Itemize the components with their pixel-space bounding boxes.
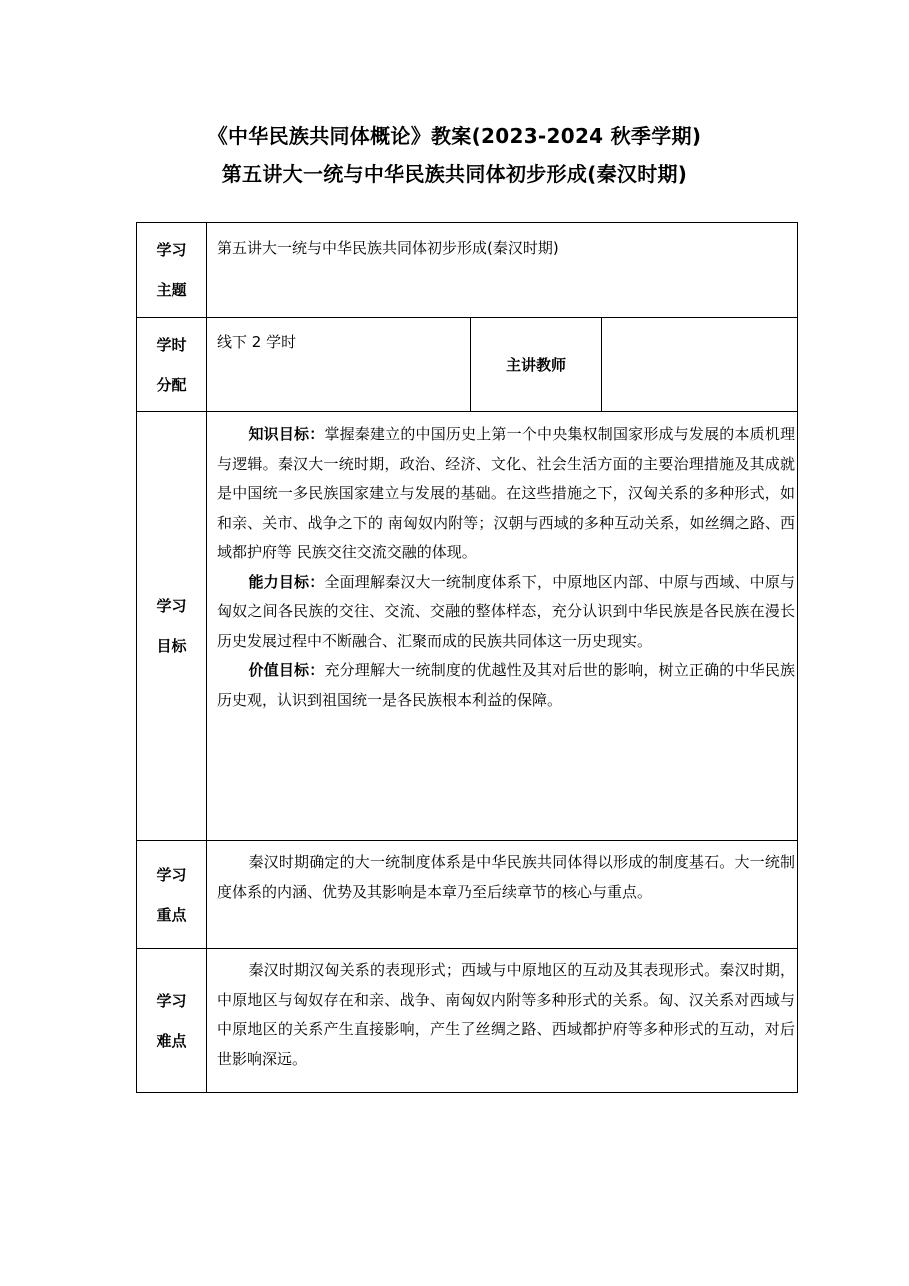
- label-focus: 学习 重点: [137, 841, 207, 949]
- difficulty-text: 秦汉时期汉匈关系的表现形式；西域与中原地区的互动及其表现形式。秦汉时期，中原地区与匈奴存在和亲、战争、南匈奴内附等多种形式的关系。匈、汉关系对西域与中原地区的关系产生直接影响，产生了丝绸之路、西域都护府等多种形式的互动，对后世影响深远。: [217, 961, 796, 1068]
- value-goal: [207, 656, 797, 715]
- label-goals: 学习 目标: [137, 412, 207, 841]
- document-subtitle: 第五讲大一统与中华民族共同体初步形成(秦汉时期): [221, 162, 688, 186]
- row-goals: [137, 412, 798, 841]
- knowledge-goal-title: 知识目标：: [248, 425, 325, 443]
- document-title: 《中华民族共同体概论》教案(2023-2024 秋季学期): [207, 124, 702, 148]
- knowledge-goal: [207, 420, 797, 568]
- label-difficulty: 学习 难点: [137, 949, 207, 1093]
- value-goal-text: 充分理解大一统制度的优越性及其对后世的影响，树立正确的中华民族历史观，认识到祖国统一是各民族根本利益的保障。: [217, 661, 795, 709]
- label-hours: 学时 分配: [137, 318, 207, 412]
- topic-value: 第五讲大一统与中华民族共同体初步形成(秦汉时期): [217, 239, 559, 257]
- goals-cell: [207, 412, 798, 841]
- row-focus: [137, 841, 798, 949]
- label-topic: 学习 主题: [137, 223, 207, 318]
- difficulty-cell: [207, 949, 798, 1093]
- row-hours: [137, 318, 798, 412]
- ability-goal-text: 全面理解秦汉大一统制度体系下，中原地区内部、中原与西域、中原与匈奴之间各民族的交往、交流、交融的整体样态，充分认识到中华民族是各民族在漫长历史发展过程中不断融合、汇聚而成的民族共同体这一历史现实。: [217, 572, 796, 650]
- focus-text: 秦汉时期确定的大一统制度体系是中华民族共同体得以形成的制度基石。大一统制度体系的内涵、优势及其影响是本章乃至后续章节的核心与重点。: [217, 853, 796, 901]
- row-topic: [137, 223, 798, 318]
- focus-cell: [207, 841, 798, 949]
- teacher-label: 主讲教师: [471, 318, 602, 412]
- row-difficulty: [137, 949, 798, 1093]
- ability-goal-title: 能力目标：: [248, 572, 325, 591]
- value-goal-title: 价值目标：: [248, 661, 325, 679]
- lesson-plan-table: [136, 222, 798, 1093]
- hours-value-cell: [207, 318, 471, 412]
- teacher-value: [602, 318, 798, 412]
- topic-value-cell: [207, 223, 798, 318]
- ability-goal: [207, 568, 797, 657]
- knowledge-goal-text: 掌握秦建立的中国历史上第一个中央集权制国家形成与发展的本质机理与逻辑。秦汉大一统时期，政治、经济、文化、社会生活方面的主要治理措施及其成就是中国统一多民族国家建立与发展的基础。在这些措施之下，汉匈关系的多种形式，如和亲、关市、战争之下的 南匈奴内附等；汉朝与西域的多种互动关系，如丝绸之路、西域都护府等 民族交往交流交融的体现。: [217, 425, 796, 561]
- hours-value: 线下 2 学时: [217, 333, 297, 351]
